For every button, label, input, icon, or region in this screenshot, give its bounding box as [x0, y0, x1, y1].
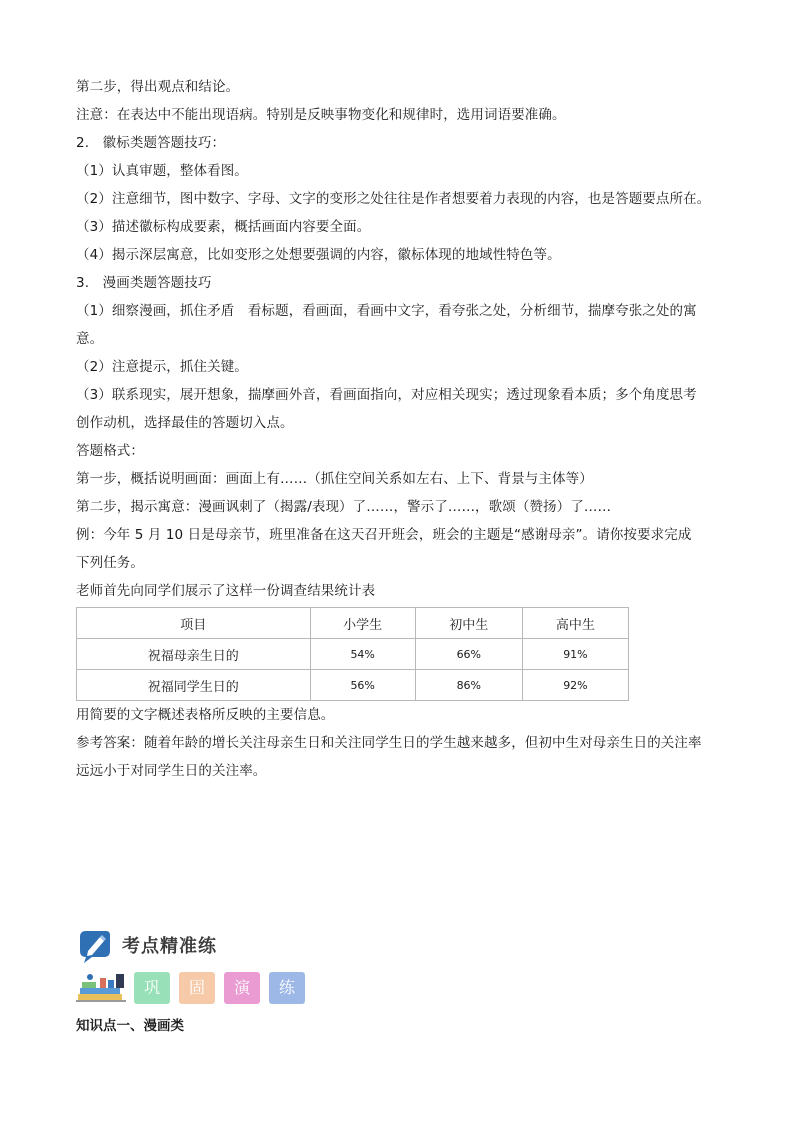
- tag-lian: 练: [269, 972, 305, 1004]
- tag-gong: 巩: [134, 972, 170, 1004]
- paragraph: （3）描述徽标构成要素，概括画面内容要全面。: [76, 219, 371, 235]
- knowledge-point-heading: 知识点一、漫画类: [76, 1018, 184, 1034]
- table-cell: 86%: [415, 670, 522, 701]
- paragraph: 第二步，揭示寓意：漫画讽刺了（揭露/表现）了……，警示了……，歌颂（赞扬）了……: [76, 499, 612, 515]
- table-header-row: [77, 608, 629, 639]
- table-cell: 祝福母亲生日的: [77, 639, 311, 670]
- paragraph: 第二步，得出观点和结论。: [76, 79, 240, 95]
- table-cell: 66%: [415, 639, 522, 670]
- table-cell: 92%: [522, 670, 628, 701]
- survey-table: [76, 607, 629, 701]
- document-body: [76, 73, 736, 785]
- paragraph: 第一步，概括说明画面：画面上有……（抓住空间关系如左右、上下、背景与主体等）: [76, 471, 593, 487]
- paragraph: 意。: [76, 331, 104, 347]
- table-header-cell: 小学生: [310, 608, 415, 639]
- paragraph: （2）注意提示，抓住关键。: [76, 359, 248, 375]
- paragraph: 远远小于对同学生日的关注率。: [76, 763, 267, 779]
- table-cell: 祝福同学生日的: [77, 670, 311, 701]
- books-icon: [76, 972, 128, 1004]
- tag-gu: 固: [179, 972, 215, 1004]
- paragraph: 参考答案：随着年龄的增长关注母亲生日和关注同学生日的学生越来越多，但初中生对母亲生日的关注率: [76, 735, 702, 751]
- paragraph: 3. 漫画类题答题技巧: [76, 275, 212, 291]
- paragraph: 老师首先向同学们展示了这样一份调查结果统计表: [76, 583, 376, 599]
- paragraph: （1）细察漫画，抓住矛盾 看标题，看画面，看画中文字，看夸张之处，分析细节，揣摩夸张之处的寓: [76, 303, 697, 319]
- paragraph: 下列任务。: [76, 555, 144, 571]
- paragraph: （1）认真审题，整体看图。: [76, 163, 248, 179]
- section-title-row: [76, 925, 376, 965]
- pencil-badge-icon: [76, 927, 114, 965]
- table-row: [77, 670, 629, 701]
- table-header-cell: 初中生: [415, 608, 522, 639]
- table-cell: 91%: [522, 639, 628, 670]
- paragraph: 例：今年 5 月 10 日是母亲节，班里准备在这天召开班会，班会的主题是“感谢母亲”。请你按要求完成: [76, 527, 692, 543]
- paragraph: 注意：在表达中不能出现语病。特别是反映事物变化和规律时，选用词语要准确。: [76, 107, 566, 123]
- table-header-cell: 高中生: [522, 608, 628, 639]
- tag-yan: 演: [224, 972, 260, 1004]
- table-header-cell: 项目: [77, 608, 311, 639]
- paragraph: （2）注意细节，图中数字、字母、文字的变形之处往往是作者想要着力表现的内容，也是答题要点所在。: [76, 191, 711, 207]
- table-row: [77, 639, 629, 670]
- paragraph: 2. 徽标类题答题技巧：: [76, 135, 226, 151]
- paragraph: 用简要的文字概述表格所反映的主要信息。: [76, 707, 335, 723]
- section-title: 考点精准练: [122, 936, 217, 957]
- paragraph: 创作动机，选择最佳的答题切入点。: [76, 415, 294, 431]
- paragraph: （3）联系现实，展开想象，揣摩画外音，看画面指向，对应相关现实；透过现象看本质；多个角度思考: [76, 387, 697, 403]
- paragraph: （4）揭示深层寓意，比如变形之处想要强调的内容，徽标体现的地域性特色等。: [76, 247, 561, 263]
- table-cell: 56%: [310, 670, 415, 701]
- paragraph: 答题格式：: [76, 443, 144, 459]
- table-cell: 54%: [310, 639, 415, 670]
